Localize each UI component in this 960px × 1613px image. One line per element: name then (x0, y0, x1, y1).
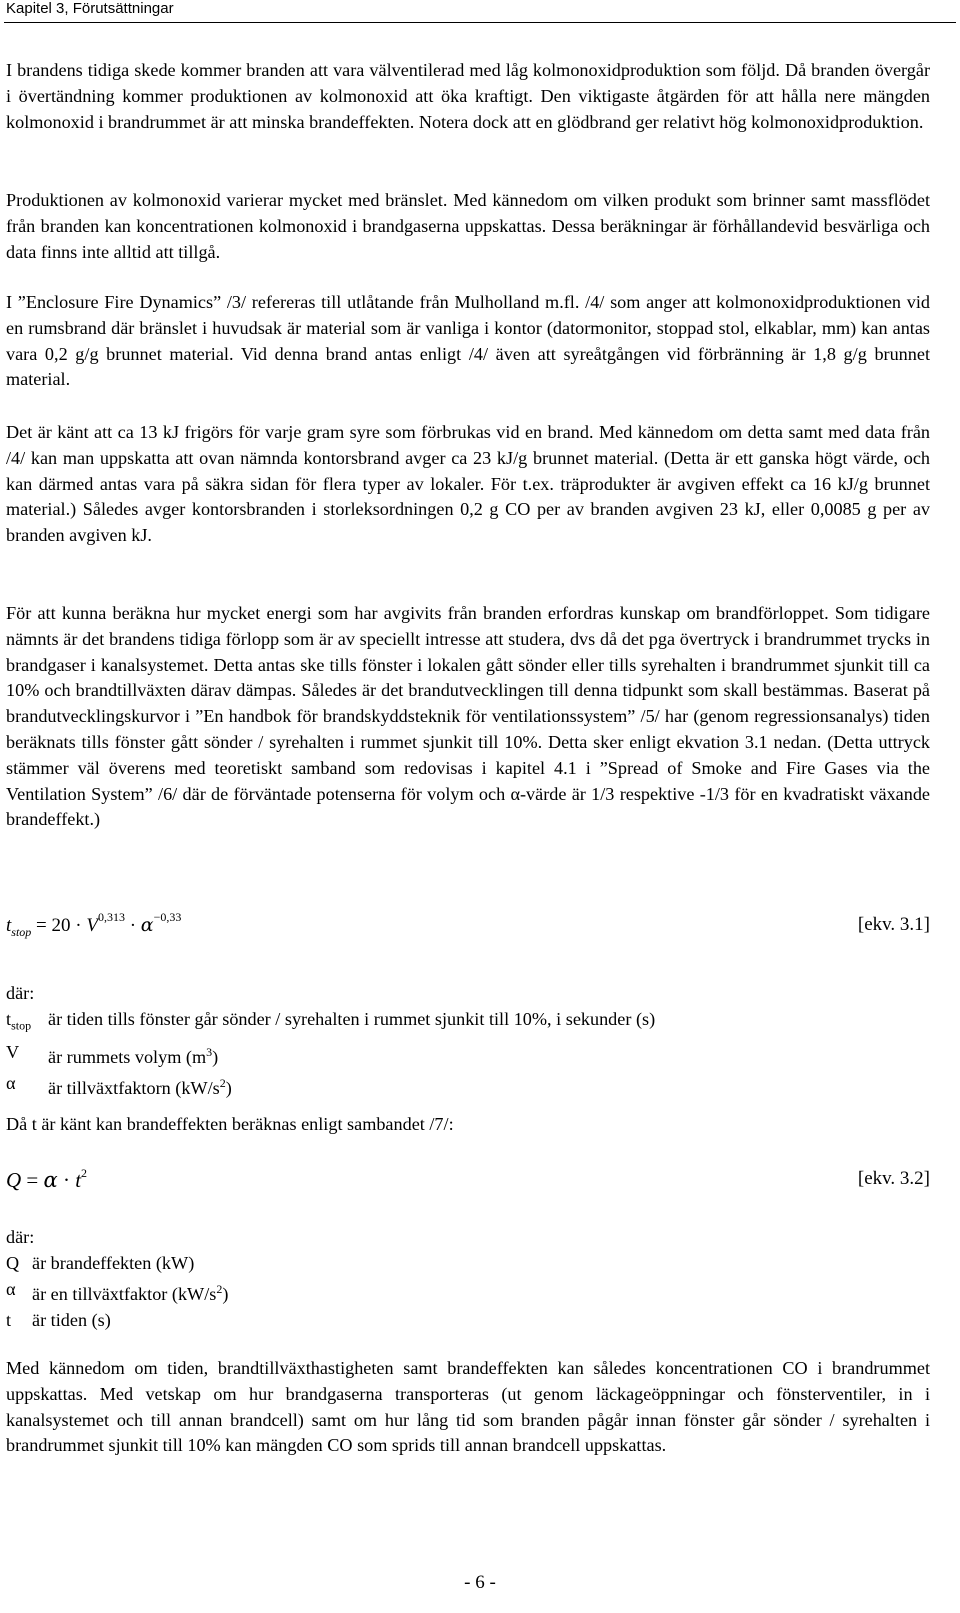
def-text: är rummets volym (m (48, 1046, 207, 1067)
definition-row (6, 1276, 228, 1307)
def-symbol: t (6, 1310, 12, 1331)
eq2-reference: [ekv. 3.2] (857, 1168, 930, 1189)
eq1-alpha: α (140, 914, 154, 936)
def-after: ) (222, 1284, 229, 1305)
header-rule (4, 22, 956, 23)
def-text: är en tillväxtfaktor (kW/s (32, 1284, 217, 1305)
closing-paragraph: Med kännedom om tiden, brandtillväxthastigheten samt brandeffekten kan således koncentrationen CO i brandrummet uppskattas. Med vetskap om hur brandgaserna transporteras (ut genom läckageöppningar och fönsterventiler, in i kanalsystemet och till annan brandcell) samt om hur lång tid som branden pågår innan fönster går sönder / syrehalten i brandrummet sjunkit till 10% kan mängden CO som sprids till annan brandcell uppskattas. (6, 1358, 930, 1456)
def-symbol-sub: stop (11, 1018, 32, 1033)
def-symbol: α (6, 1072, 16, 1093)
equation-3-1 (6, 910, 930, 954)
eq1-stop: stop (11, 924, 32, 939)
eq2-dot: · (62, 1168, 70, 1192)
definition-row (6, 1250, 228, 1276)
def-after: ) (212, 1046, 219, 1067)
def-after: ) (225, 1077, 232, 1098)
definition-row (6, 1006, 655, 1039)
def-symbol: α (6, 1279, 16, 1299)
def-sup: 3 (206, 1044, 213, 1059)
def-text: är tiden (s) (32, 1310, 111, 1331)
paragraph-5: För att kunna beräkna hur mycket energi som har avgivits från branden erfordras kunskap om brandförloppet. Som tidigare nämnts är det brandens tidiga förlopp som är av speciellt intresse att studera, dvs då det pga övertryck i brandrummet trycks in brandgaser i kanalsystemet. Detta antas ske tills fönster i lokalen gått sönder eller tills syrehalten i brandrummet sjunkit till ca 10% och brandtillväxten därav dämpas. Således är det brandutvecklingen till denna tidpunkt som skall bestämmas. Baserat på brandutvecklingskurvor i ”En handbok för brandskyddsteknik för ventilationssystem” /5/ har (genom regressionsanalys) tiden beräknats tills fönster gått sönder / syrehalten i rummet sjunkit till 10%. Detta sker enligt ekvation 3.1 nedan. (Detta uttryck stämmer väl överens med teoretiskt samband som redovisas i kapitel 4.1 i ”Spread of Smoke and Fire Gases via the Ventilation System” /6/ där de förväntade potenserna för volym och α-värde är 1/3 respektive -1/3 för en kvadratiskt växande brandeffekt.) (6, 603, 930, 830)
paragraph-4: Det är känt att ca 13 kJ frigörs för varje gram syre som förbrukas vid en brand. Med kännedom om detta samt med data från /4/ kan man uppskatta att ovan nämnda kontorsbrand avger ca 23 kJ/g brunnet material. (Detta är ett ganska högt värde, och kan därmed antas vara på säkra sidan för flera typer av lokaler. För t.ex. träprodukter är avgiven effekt ca 16 kJ/g brunnet material.) Således avger kontorsbranden i storleksordningen 0,2 g CO per av branden avgiven 23 kJ, eller 0,0085 g per av branden avgiven kJ. (6, 422, 930, 546)
definitions-1 (6, 980, 655, 1101)
eq1-equals: = 20 · (36, 915, 82, 936)
paragraph-1: I brandens tidiga skede kommer branden att vara välventilerad med låg kolmonoxidproduktion som följd. Då branden övergår i övertändning kommer produktionen av kolmonoxid att öka kraftigt. Den viktigaste åtgärden för att hålla nere mängden kolmonoxid i brandrummet är att minska brandeffekten. Notera dock att en glödbrand ger relativt hög kolmonoxidproduktion. (6, 60, 930, 132)
def-text: är brandeffekten (kW) (32, 1253, 195, 1273)
eq2-Q: Q (6, 1168, 22, 1192)
def-symbol: t (6, 1009, 12, 1029)
eq2-t: t (75, 1168, 82, 1192)
eq1-t: t (6, 915, 12, 936)
definition-row (6, 1070, 655, 1101)
def-sup: 2 (219, 1075, 226, 1090)
paragraph-2: Produktionen av kolmonoxid varierar mycket med bränslet. Med kännedom om vilken produkt som brinner samt massflödet från branden kan koncentrationen kolmonoxid i brandgaserna uppskattas. Dessa beräkningar är förhållandevid besvärliga och data finns inte alltid att tillgå. (6, 190, 930, 262)
where-label-2: där: (6, 1227, 35, 1247)
eq1-V: V (86, 915, 98, 936)
eq1-alpha-exponent: −0,33 (153, 910, 182, 924)
eq2-t-exponent: 2 (81, 1166, 88, 1180)
paragraph-3: I ”Enclosure Fire Dynamics” /3/ refereras till utlåtande från Mulholland m.fl. /4/ som anger att kolmonoxidproduktionen vid en rumsbrand där bränslet i huvudsak är material som är vanliga i kontor (datormonitor, stoppad stol, elkablar, mm) kan antas vara 0,2 g/g brunnet material. Vid denna brand antas enligt /4/ även att syreåtgången vid förbränning är 1,8 g/g brunnet material. (6, 292, 930, 390)
definitions-2 (6, 1224, 228, 1333)
intro-equation-2: Då t är känt kan brandeffekten beräknas enligt sambandet /7/: (6, 1114, 454, 1134)
where-label-1: där: (6, 983, 35, 1003)
definition-row (6, 1039, 655, 1070)
def-text: är tiden tills fönster går sönder / syrehalten i rummet sjunkit till 10%, i sekunder (s) (48, 1009, 656, 1029)
def-sup: 2 (216, 1282, 223, 1296)
eq2-alpha: α (43, 1168, 58, 1192)
def-symbol: Q (6, 1253, 20, 1273)
eq2-equals: = (26, 1168, 39, 1192)
page-number: - 6 - (464, 1572, 496, 1593)
def-symbol: V (6, 1041, 20, 1062)
equation-3-2 (6, 1168, 930, 1208)
eq1-reference: [ekv. 3.1] (857, 914, 930, 935)
eq1-v-exponent: 0,313 (97, 910, 125, 924)
definition-row (6, 1307, 228, 1333)
running-header: Kapitel 3, Förutsättningar (6, 0, 174, 17)
def-text: är tillväxtfaktorn (kW/s (48, 1077, 220, 1098)
eq1-dot: · (129, 915, 137, 936)
